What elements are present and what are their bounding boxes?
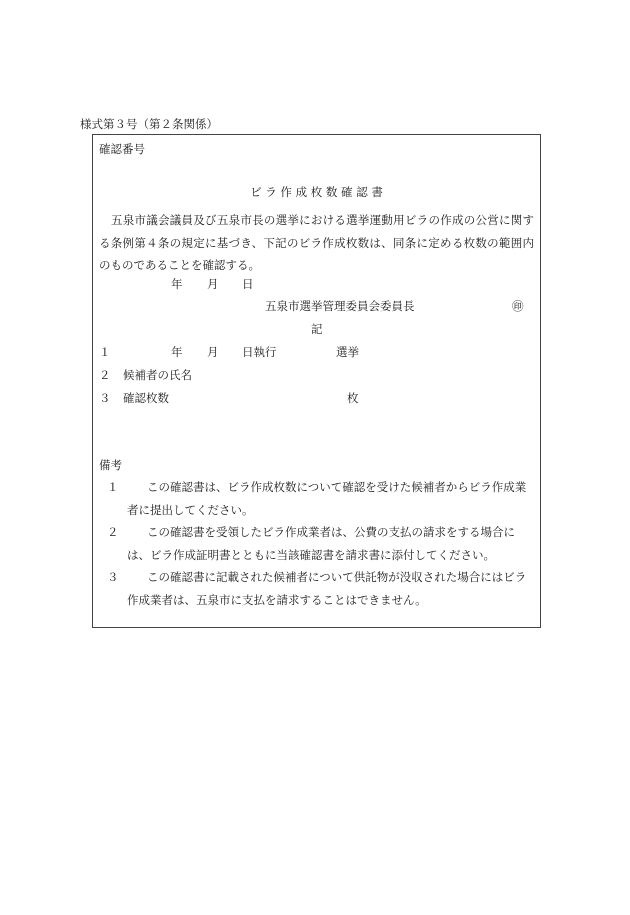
body-text: 五泉市議会議員及び五泉市長の選挙における選挙運動用ビラの作成の公営に関する条例第４条の規定に基づき、下記のビラ作成枚数は、同条に定める枚数の範囲内のものであることを確認する。 xyxy=(99,213,534,272)
item-1-election: 選挙 xyxy=(336,345,359,359)
form-number-label: 様式第３号（第２条関係） xyxy=(80,117,218,131)
note-2-text: この確認書を受領したビラ作成業者は、公費の支払の請求をする場合には、ビラ作成証明書とともに当該確認書を請求書に添付してください。 xyxy=(127,525,515,562)
confirmation-form-box xyxy=(92,134,541,628)
note-2-number: ２ xyxy=(107,525,119,539)
seal-mark: ㊞ xyxy=(512,299,524,313)
item-1-number: １ xyxy=(99,345,111,359)
note-1-number: １ xyxy=(107,480,119,494)
note-3 xyxy=(107,566,534,611)
date-year: 年 xyxy=(171,277,183,291)
item-1-year: 年 xyxy=(171,345,183,359)
item-2-number: ２ xyxy=(99,368,111,382)
ki-heading: 記 xyxy=(311,322,323,336)
item-3-label: 確認枚数 xyxy=(123,391,169,405)
item-3-unit: 枚 xyxy=(347,391,359,405)
date-day: 日 xyxy=(242,277,254,291)
item-1-day: 日執行 xyxy=(242,345,277,359)
document-title: ビ ラ 作 成 枚 数 確 認 書 xyxy=(250,185,383,199)
note-1-text: この確認書は、ビラ作成枚数について確認を受けた候補者からビラ作成業者に提出してください。 xyxy=(127,480,527,517)
remarks-label: 備考 xyxy=(99,458,122,472)
note-3-number: ３ xyxy=(107,570,119,584)
note-1 xyxy=(107,476,534,521)
item-2-label: 候補者の氏名 xyxy=(123,368,192,382)
issuer-title: 五泉市選挙管理委員会委員長 xyxy=(265,299,415,313)
item-1-month: 月 xyxy=(207,345,219,359)
item-3-number: ３ xyxy=(99,391,111,405)
date-month: 月 xyxy=(207,277,219,291)
note-2 xyxy=(107,521,534,566)
confirmation-number-label: 確認番号 xyxy=(99,142,145,156)
note-3-text: この確認書に記載された候補者について供託物が没収された場合にはビラ作成業者は、五泉市に支払を請求することはできません。 xyxy=(127,570,527,607)
